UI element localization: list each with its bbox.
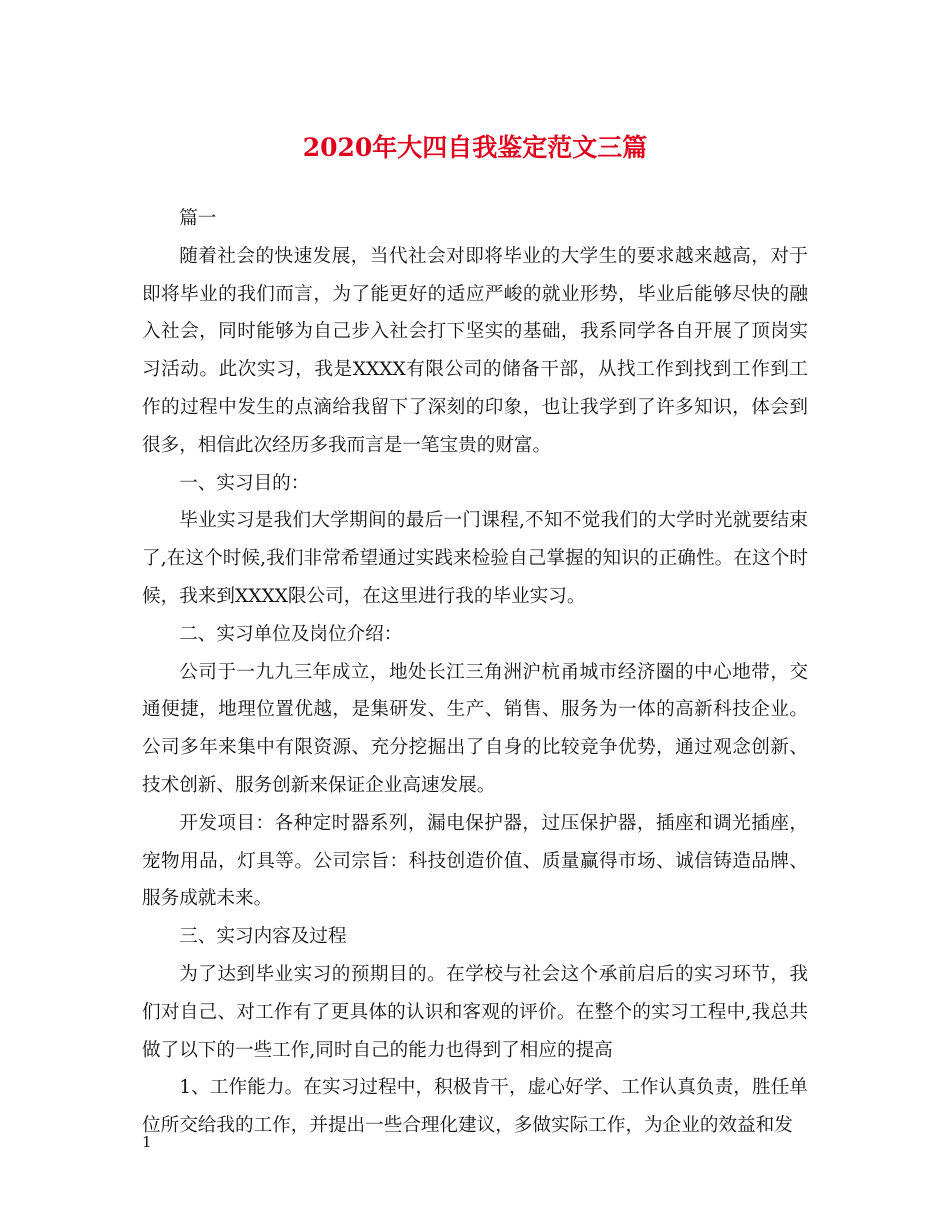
page-number: 1 <box>142 1133 152 1151</box>
heading-internship-purpose: 一、实习目的： <box>179 472 310 494</box>
paragraph-section-label: 篇一 <box>179 208 217 229</box>
heading-internship-content: 三、实习内容及过程 <box>179 926 347 948</box>
paragraph-development-projects: 开发项目：各种定时器系列，漏电保护器，过压保护器，插座和调光插座，宠物用品，灯具等。公司宗旨：科技创造价值、质量赢得市场、诚信铸造品牌、服务成就未来。 <box>142 812 808 910</box>
paragraph-internship-content: 为了达到毕业实习的预期目的。在学校与社会这个承前启后的实习环节，我们对自己、对工作有了更具体的认识和客观的评价。在整个的实习工程中,我总共做了以下的一些工作,同时自己的能力也得到了相应的提高 <box>142 963 808 1061</box>
document-body <box>142 200 808 1145</box>
paragraph-work-ability: 1、工作能力。在实习过程中，积极肯干，虚心好学、工作认真负责，胜任单位所交给我的工作，并提出一些合理化建议，多做实际工作，为企业的效益和发 <box>142 1077 808 1137</box>
heading-company-intro: 二、实习单位及岗位介绍： <box>179 623 403 645</box>
paragraph-internship-purpose: 毕业实习是我们大学期间的最后一门课程,不知不觉我们的大学时光就要结束了,在这个时候,我们非常希望通过实践来检验自己掌握的知识的正确性。在这个时候，我来到XXXX限公司，在这里进行我的毕业实习。 <box>142 510 808 607</box>
document-title: 2020年大四自我鉴定范文三篇 <box>302 133 648 162</box>
paragraph-intro: 随着社会的快速发展，当代社会对即将毕业的大学生的要求越来越高，对于即将毕业的我们而言，为了能更好的适应严峻的就业形势，毕业后能够尽快的融入社会，同时能够为自己步入社会打下坚实的基础，我系同学各自开展了顶岗实习活动。此次实习，我是XXXX有限公司的储备干部，从找工作到找到工作到工作的过程中发生的点滴给我留下了深刻的印象，也让我学到了许多知识，体会到很多，相信此次经历多我而言是一笔宝贵的财富。 <box>142 245 808 456</box>
paragraph-company-intro: 公司于一九九三年成立，地处长江三角洲沪杭甬城市经济圈的中心地带，交通便捷，地理位置优越，是集研发、生产、销售、服务为一体的高新科技企业。公司多年来集中有限资源、充分挖掘出了自身的比较竞争优势，通过观念创新、技术创新、服务创新来保证企业高速发展。 <box>142 661 808 796</box>
